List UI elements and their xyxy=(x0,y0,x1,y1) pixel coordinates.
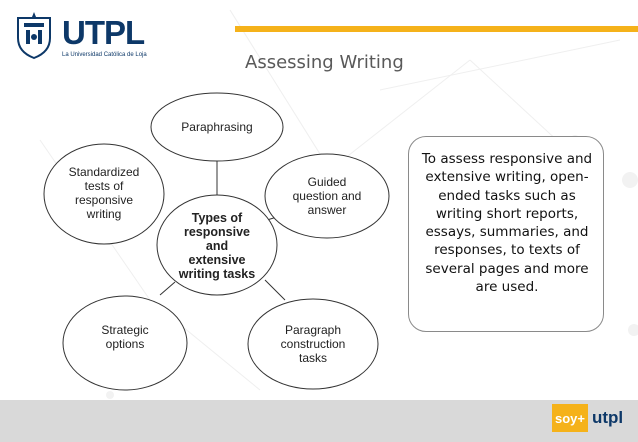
footer-utpl-logo: utpl xyxy=(592,408,624,427)
connector-paragraph-construction xyxy=(265,280,285,300)
node-label-center: Types of responsive and extensive writing tasks xyxy=(178,211,256,281)
node-label-paragraph-construction: Paragraph construction tasks xyxy=(280,323,346,365)
footer-bar xyxy=(0,400,638,442)
node-label-strategic-options: Strategic options xyxy=(101,323,149,351)
logo-wordmark: UTPL xyxy=(62,14,145,51)
logo-subtitle: La Universidad Católica de Loja xyxy=(62,52,147,58)
node-label-standardized-tests: Standardized tests of responsive writing xyxy=(68,165,140,221)
node-label-paraphrasing: Paraphrasing xyxy=(181,120,253,134)
node-label-guided-question: Guided question and answer xyxy=(292,175,362,217)
soy-plus-logo: soy+ xyxy=(552,404,588,432)
note-text: To assess responsive and extensive writing, open-ended tasks such as writing short reports, essays, summaries, and responses, to texts of several pages and more are used. xyxy=(421,151,593,296)
slide-title: Assessing Writing xyxy=(245,52,404,73)
